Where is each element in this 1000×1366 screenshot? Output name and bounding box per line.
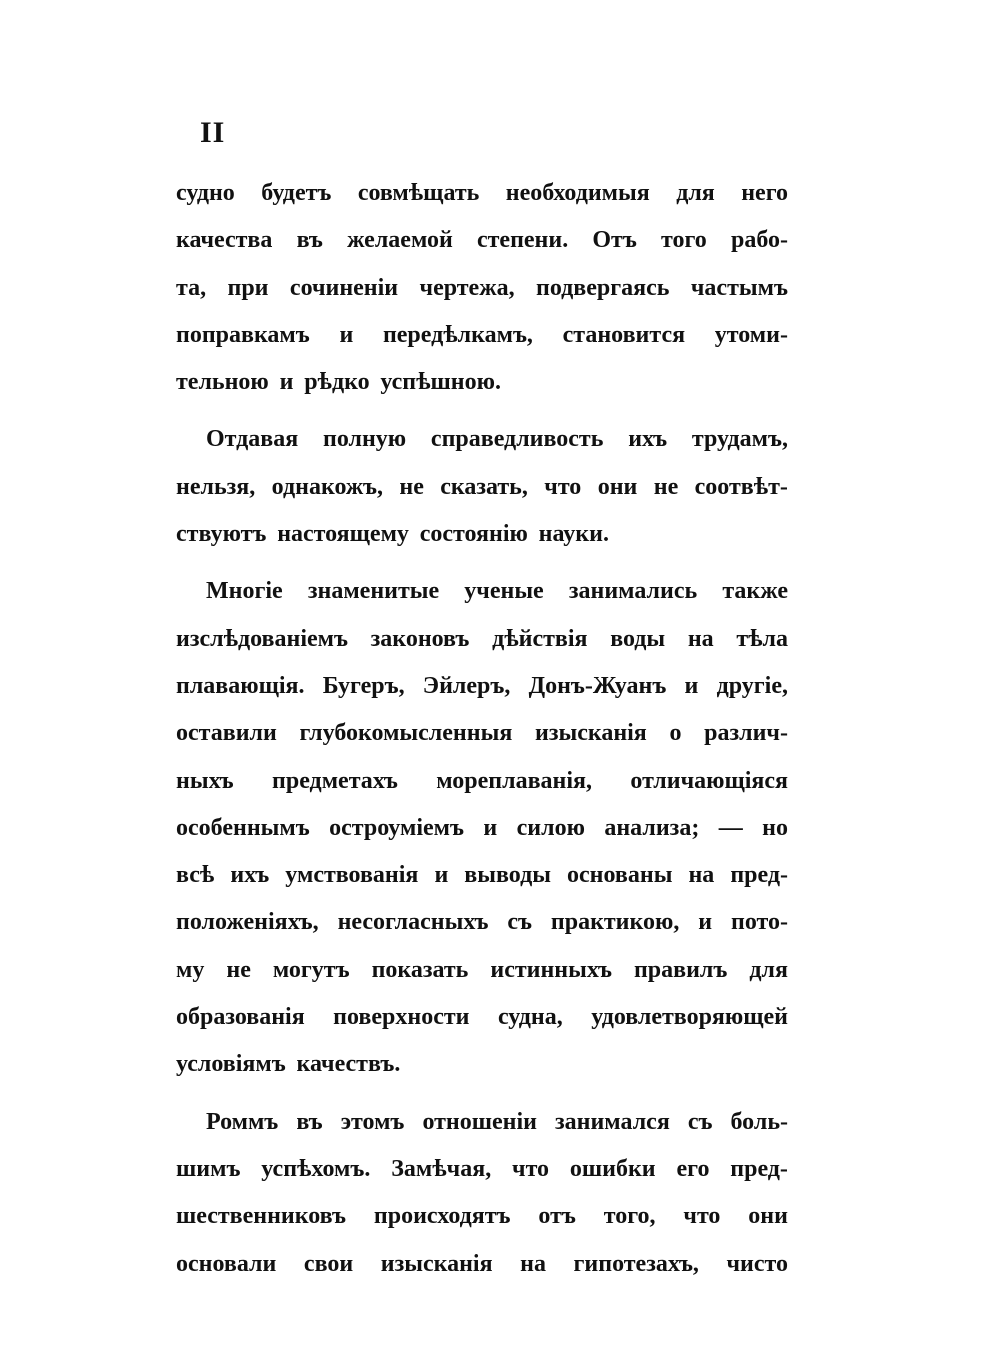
text-line — [176, 359, 788, 406]
text-line — [176, 1193, 788, 1240]
word: въ — [296, 227, 323, 254]
word: при — [227, 274, 269, 301]
word: тѣла — [736, 625, 788, 652]
word: могутъ — [272, 956, 350, 983]
paragraph — [176, 170, 788, 406]
word: воды — [610, 625, 666, 652]
text-line — [176, 464, 788, 511]
word: практикою, — [550, 909, 680, 936]
word: для — [749, 956, 788, 983]
word: Отдавая — [206, 426, 299, 453]
word: пред- — [730, 1155, 788, 1182]
word: Роммъ — [206, 1108, 279, 1135]
text-line — [176, 805, 788, 852]
word: дѣйствія — [492, 625, 588, 652]
word: и — [279, 369, 294, 396]
word: показать — [371, 956, 469, 983]
word: происходятъ — [373, 1203, 511, 1230]
word: что — [512, 1155, 550, 1182]
word: тельною — [176, 369, 269, 396]
word: ошибки — [569, 1155, 656, 1182]
word: полную — [323, 426, 407, 453]
text-line — [176, 616, 788, 663]
word: гипотезахъ, — [573, 1250, 699, 1277]
word: и — [698, 909, 713, 936]
word: поверхности — [333, 1004, 470, 1031]
word: для — [676, 180, 715, 206]
word: рѣдко — [304, 369, 370, 396]
paragraph — [176, 416, 788, 558]
word: знаменитые — [307, 578, 440, 605]
text-line — [176, 758, 788, 805]
word: съ — [687, 1108, 713, 1135]
text-line — [176, 217, 788, 264]
word: не — [399, 473, 424, 500]
word: качества — [176, 227, 273, 254]
word: Бугеръ, — [322, 672, 405, 699]
word: этомъ — [340, 1108, 405, 1135]
word: состоянію — [419, 521, 528, 548]
word: судна, — [497, 1004, 563, 1031]
word: качествъ. — [296, 1051, 401, 1078]
word: передѣлкамъ, — [382, 321, 533, 348]
paragraph — [176, 1099, 788, 1288]
word: нельзя, — [176, 473, 256, 500]
word: образованія — [176, 1004, 305, 1031]
word: ныхъ — [176, 767, 234, 794]
word: утоми- — [714, 321, 788, 348]
word: на — [688, 862, 715, 889]
word: отличающіяся — [630, 767, 788, 794]
word: удовлетворяющей — [591, 1004, 788, 1031]
word: Отъ — [592, 227, 637, 254]
word: основали — [176, 1250, 277, 1277]
word: сочиненіи — [289, 274, 399, 301]
word: науки. — [538, 521, 609, 548]
word: соотвѣт- — [694, 473, 788, 500]
text-line — [176, 1241, 788, 1288]
word: условіямъ — [176, 1051, 286, 1078]
word: желаемой — [347, 227, 453, 254]
word: положеніяхъ, — [176, 909, 319, 936]
word: что — [683, 1203, 721, 1230]
word: ученые — [464, 578, 544, 605]
text-line — [176, 710, 788, 757]
word: на — [520, 1250, 546, 1277]
body-text — [176, 170, 788, 1288]
word: рабо- — [730, 227, 788, 254]
word: но — [762, 814, 788, 841]
paragraph — [176, 568, 788, 1088]
word: его — [676, 1155, 710, 1182]
word: боль- — [730, 1108, 788, 1135]
word: будетъ — [261, 180, 332, 206]
word: того — [661, 227, 707, 254]
word: несогласныхъ — [337, 909, 489, 936]
word: оставили — [176, 720, 277, 747]
word: успѣхомъ. — [261, 1155, 371, 1182]
word: ихъ — [230, 862, 270, 889]
word: ствуютъ — [176, 521, 267, 548]
word: отъ — [538, 1203, 576, 1230]
paragraph-gap — [176, 558, 788, 568]
word: совмѣщать — [357, 180, 480, 206]
word: становится — [562, 321, 686, 348]
word: поправкамъ — [176, 321, 310, 348]
word: правилъ — [633, 956, 728, 983]
word: судно — [176, 180, 235, 206]
word: занимались — [568, 578, 698, 605]
text-line — [176, 947, 788, 994]
text-line — [176, 312, 788, 359]
word: также — [722, 578, 788, 605]
word: успѣшною. — [380, 369, 501, 396]
word: они — [748, 1203, 788, 1230]
word: ихъ — [628, 426, 668, 453]
word: изслѣдованіемъ — [176, 625, 348, 652]
word: Эйлеръ, — [422, 672, 511, 699]
word: мореплаванія, — [436, 767, 593, 794]
word: справедливость — [430, 426, 604, 453]
word: свои — [303, 1250, 354, 1277]
word: остроуміемъ — [329, 814, 464, 841]
text-line — [176, 568, 788, 615]
paragraph-gap — [176, 406, 788, 416]
text-line — [176, 265, 788, 312]
word: него — [741, 180, 788, 206]
word: му — [176, 956, 205, 983]
word: необходимыя — [505, 180, 650, 206]
word: Замѣчая, — [391, 1155, 492, 1182]
word: изысканія — [380, 1250, 493, 1277]
word: Многіе — [206, 578, 283, 605]
word: та, — [176, 274, 207, 301]
text-line — [176, 416, 788, 463]
word: не — [226, 956, 251, 983]
word: о — [669, 720, 682, 747]
paragraph-gap — [176, 1089, 788, 1099]
word: анализа; — [604, 814, 700, 841]
word: Донъ-Жуанъ — [528, 672, 667, 699]
word: съ — [507, 909, 532, 936]
word: того, — [603, 1203, 656, 1230]
word: и — [434, 862, 449, 889]
text-line — [176, 1099, 788, 1146]
word: силою — [516, 814, 585, 841]
word: не — [653, 473, 679, 500]
word: всѣ — [176, 862, 215, 889]
word: основаны — [567, 862, 673, 889]
word: въ — [296, 1108, 323, 1135]
word: — — [718, 814, 743, 841]
word: шимъ — [176, 1155, 241, 1182]
word: глубокомысленныя — [299, 720, 513, 747]
word: законовъ — [370, 625, 470, 652]
word: другіе, — [716, 672, 788, 699]
word: трудамъ, — [691, 426, 788, 453]
word: чисто — [726, 1250, 788, 1277]
word: умствованія — [285, 862, 419, 889]
word: однакожъ, — [271, 473, 383, 500]
word: пото- — [730, 909, 788, 936]
word: пред- — [730, 862, 788, 889]
word: занимался — [555, 1108, 670, 1135]
word: плавающія. — [176, 672, 305, 699]
word: подвергаясь — [536, 274, 670, 301]
word: предметахъ — [272, 767, 398, 794]
text-line — [176, 1146, 788, 1193]
word: различ- — [704, 720, 788, 747]
word: степени. — [476, 227, 569, 254]
word: они — [597, 473, 638, 500]
word: сказать, — [440, 473, 528, 500]
word: настоящему — [277, 521, 409, 548]
word: и — [684, 672, 699, 699]
text-line — [176, 852, 788, 899]
word: шественниковъ — [176, 1203, 347, 1230]
text-line — [176, 663, 788, 710]
word: на — [687, 625, 714, 652]
text-line — [176, 1041, 788, 1088]
word: изысканія — [534, 720, 647, 747]
text-line — [176, 511, 788, 558]
word: чертежа, — [419, 274, 515, 301]
text-line — [176, 170, 788, 217]
text-line — [176, 994, 788, 1041]
word: особеннымъ — [176, 814, 310, 841]
text-line — [176, 899, 788, 946]
word: частымъ — [690, 274, 788, 301]
word: и — [483, 814, 498, 841]
word: и — [339, 321, 354, 348]
page-number: II — [200, 116, 226, 149]
word: истинныхъ — [490, 956, 612, 983]
word: отношеніи — [422, 1108, 537, 1135]
word: что — [544, 473, 582, 500]
word: выводы — [464, 862, 551, 889]
